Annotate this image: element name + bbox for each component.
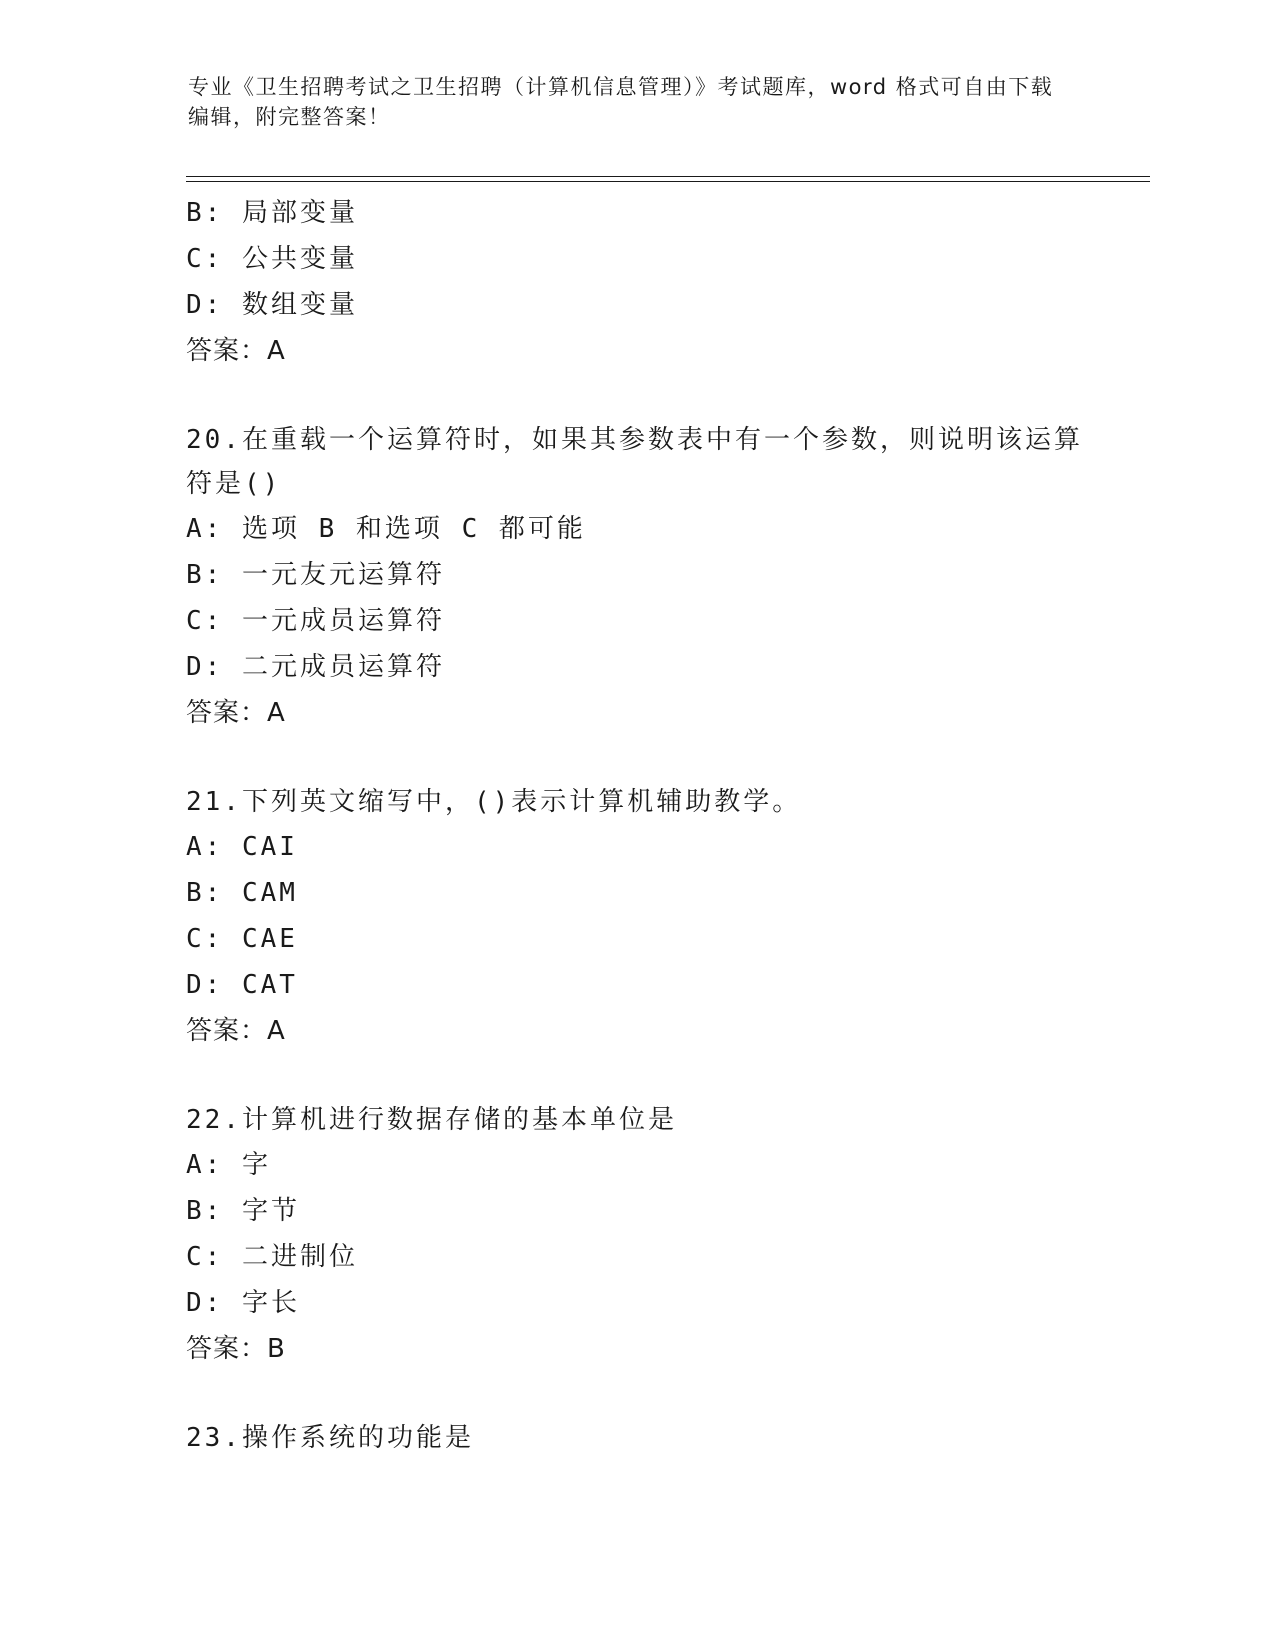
answer-line: 答案：A xyxy=(186,698,286,728)
question-body: 在重载一个运算符时，如果其参数表中有一个参数，则说明该运算符是() xyxy=(186,425,1083,499)
question-body: 计算机进行数据存储的基本单位是 xyxy=(241,1105,677,1135)
option-b xyxy=(186,190,1086,236)
option-text: 一元友元运算符 xyxy=(241,560,445,590)
question-21 xyxy=(186,780,1086,1054)
question-text xyxy=(186,1098,1086,1142)
answer-line: 答案：B xyxy=(186,1334,286,1364)
question-number: 23. xyxy=(186,1423,242,1453)
option-d xyxy=(186,962,1086,1008)
option-label: C: xyxy=(186,924,224,954)
question-text xyxy=(186,780,1086,824)
option-a xyxy=(186,824,1086,870)
question-body: 操作系统的功能是 xyxy=(241,1423,474,1453)
option-label: B: xyxy=(186,198,224,228)
option-c xyxy=(186,1234,1086,1280)
option-d xyxy=(186,282,1086,328)
option-b xyxy=(186,1188,1086,1234)
option-label: A: xyxy=(186,832,224,862)
question-number: 20. xyxy=(186,425,242,455)
option-label: D: xyxy=(186,1288,224,1318)
option-label: A: xyxy=(186,514,224,544)
answer-line: 答案：A xyxy=(186,1016,286,1046)
option-text: CAT xyxy=(241,970,298,1000)
option-c xyxy=(186,916,1086,962)
option-text: 一元成员运算符 xyxy=(241,606,445,636)
option-text: 二元成员运算符 xyxy=(241,652,445,682)
answer-line: 答案：A xyxy=(186,336,286,366)
header-divider-bottom xyxy=(186,181,1150,182)
question-text xyxy=(186,418,1086,506)
option-c xyxy=(186,236,1086,282)
option-d xyxy=(186,644,1086,690)
option-label: B: xyxy=(186,560,224,590)
option-text: 字长 xyxy=(241,1288,300,1318)
question-number: 21. xyxy=(186,787,242,817)
option-text: 数组变量 xyxy=(241,290,358,320)
option-c xyxy=(186,598,1086,644)
option-text: 局部变量 xyxy=(241,198,358,228)
question-22 xyxy=(186,1098,1086,1372)
question-text xyxy=(186,1416,1086,1460)
option-text: 字节 xyxy=(241,1196,300,1226)
document-header xyxy=(188,72,1068,132)
option-label: B: xyxy=(186,878,224,908)
option-text: 二进制位 xyxy=(241,1242,358,1272)
option-text: 选项 B 和选项 C 都可能 xyxy=(241,514,586,544)
option-text: CAI xyxy=(241,832,298,862)
option-text: 公共变量 xyxy=(241,244,358,274)
option-d xyxy=(186,1280,1086,1326)
option-a xyxy=(186,506,1086,552)
option-label: D: xyxy=(186,290,224,320)
option-text: CAE xyxy=(241,924,298,954)
option-b xyxy=(186,552,1086,598)
option-b xyxy=(186,870,1086,916)
header-divider-top xyxy=(186,176,1150,177)
option-text: CAM xyxy=(241,878,298,908)
option-label: D: xyxy=(186,970,224,1000)
option-label: C: xyxy=(186,244,224,274)
option-label: B: xyxy=(186,1196,224,1226)
question-body: 下列英文缩写中，()表示计算机辅助教学。 xyxy=(241,787,802,817)
option-label: C: xyxy=(186,1242,224,1272)
option-text: 字 xyxy=(241,1150,271,1180)
question-number: 22. xyxy=(186,1105,242,1135)
question-list xyxy=(186,190,1086,1460)
question-19-continuation xyxy=(186,190,1086,374)
question-20 xyxy=(186,418,1086,736)
option-label: C: xyxy=(186,606,224,636)
option-label: A: xyxy=(186,1150,224,1180)
header-text: 专业《卫生招聘考试之卫生招聘（计算机信息管理）》考试题库，word 格式可自由下载编辑，附完整答案！ xyxy=(188,75,1054,129)
question-23 xyxy=(186,1416,1086,1460)
option-a xyxy=(186,1142,1086,1188)
option-label: D: xyxy=(186,652,224,682)
